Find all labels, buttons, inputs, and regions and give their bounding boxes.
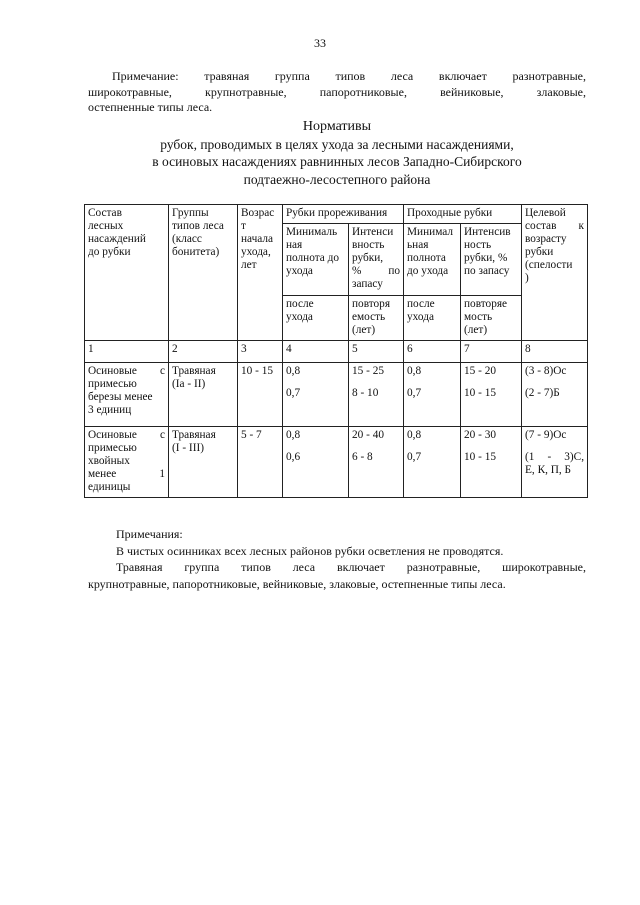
cell-pass-density: 0,8 0,7 [404,363,461,427]
header-thinning: Рубки прореживания [283,205,404,224]
header-composition: Состав лесных насаждений до рубки [85,205,169,341]
header-thin-after: после ухода [283,296,349,341]
page-number: 33 [314,36,326,50]
cell-forest-group: Травяная (I - III) [169,427,238,498]
note-paragraph-continued: крупнотравные, папоротниковые, вейниковые, злаковые, остепненные типы леса. [88,576,506,591]
bottom-notes [88,526,586,592]
cell-composition: Осиновые с примесью хвойных менее 1 единицы [85,427,169,498]
header-passage-cutting: Проходные рубки [404,205,522,224]
column-number: 8 [522,341,588,363]
top-note-line: остепненные типы леса. [88,100,213,114]
header-target-composition: Целевой состав к возрасту рубки (спелости ) [522,205,588,341]
top-note-line: Примечание: травяная группа типов леса включает разнотравные, [112,69,586,83]
header-start-age: Возрас т начала ухода, лет [238,205,283,341]
cell-pass-density: 0,8 0,7 [404,427,461,498]
column-number: 2 [169,341,238,363]
column-number: 3 [238,341,283,363]
header-pass-min-density: Минимал ьная полнота до ухода [404,224,461,296]
norms-table [84,204,588,498]
cell-pass-intensity: 15 - 20 10 - 15 [461,363,522,427]
title-line: в осиновых насаждениях равнинных лесов Западно-Сибирского [152,154,522,169]
table-row [85,363,588,427]
cell-target-composition: (7 - 9)Ос (1 - 3)С, Е, К, П, Б [522,427,588,498]
cell-thin-intensity: 15 - 25 8 - 10 [349,363,404,427]
title-line: Нормативы [302,119,372,134]
title-line: рубок, проводимых в целях ухода за лесными насаждениями, [160,136,514,152]
cell-pass-intensity: 20 - 30 10 - 15 [461,427,522,498]
column-number: 4 [283,341,349,363]
column-number: 7 [461,341,522,363]
document-title [88,118,586,188]
top-note-line: широкотравные, крупнотравные, папоротниковые, вейниковые, злаковые, [88,84,586,99]
header-thin-intensity: Интенси вность рубки, % по запасу [349,224,404,296]
header-thin-repeat: повторя емость (лет) [349,296,404,341]
cell-thin-density: 0,8 0,7 [283,363,349,427]
notes-title: Примечания: [116,527,183,541]
cell-composition: Осиновые с примесью березы менее 3 единиц [85,363,169,427]
cell-forest-group: Травяная (Iа - II) [169,363,238,427]
header-forest-group: Группы типов леса (класс бонитета) [169,205,238,341]
note-paragraph: Травяная группа типов леса включает разнотравные, широкотравные, [116,560,586,574]
note-paragraph: В чистых осинниках всех лесных районов рубки осветления не проводятся. [116,543,504,558]
cell-age: 10 - 15 [238,363,283,427]
header-pass-intensity: Интенсив ность рубки, % по запасу [461,224,522,296]
cell-thin-intensity: 20 - 40 6 - 8 [349,427,404,498]
header-pass-repeat: повторяе мость (лет) [461,296,522,341]
table-row [85,427,588,498]
top-note [88,69,586,116]
header-thin-min-density: Минималь ная полнота до ухода [283,224,349,296]
column-number: 5 [349,341,404,363]
header-pass-after: после ухода [404,296,461,341]
title-line: подтаежно-лесостепного района [243,171,431,187]
column-number: 1 [85,341,169,363]
column-number-row [85,341,588,363]
cell-thin-density: 0,8 0,6 [283,427,349,498]
cell-age: 5 - 7 [238,427,283,498]
column-number: 6 [404,341,461,363]
cell-target-composition: (3 - 8)Ос (2 - 7)Б [522,363,588,427]
